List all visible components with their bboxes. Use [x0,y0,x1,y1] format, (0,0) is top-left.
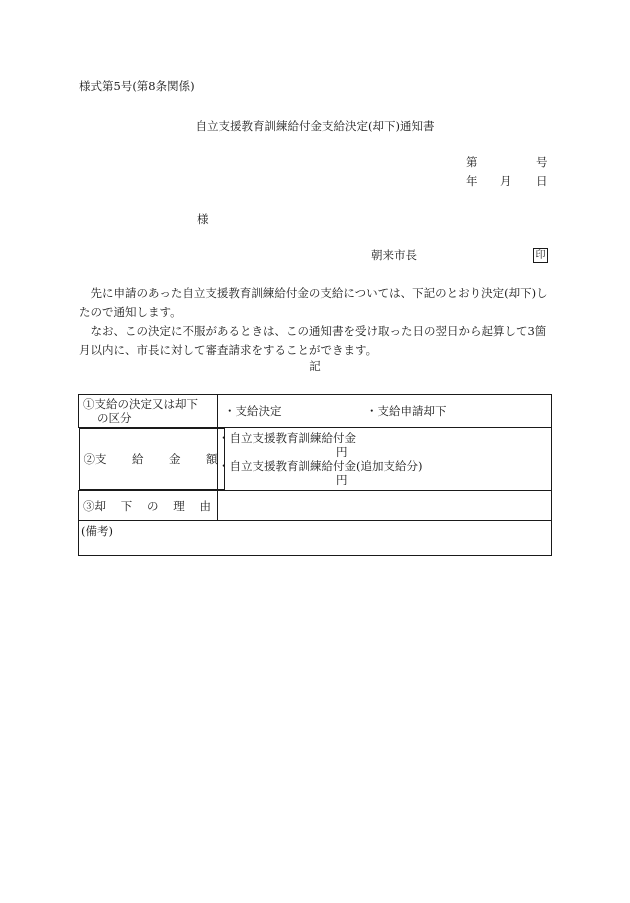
option-approve[interactable]: ・支給決定 [224,404,282,418]
amount-item-additional-yen: 円 [336,473,348,487]
ki-heading: 記 [309,359,321,373]
table-row-amount [79,428,552,491]
amount-label-char: 金 [169,452,181,466]
rejection-reason-label-char: 理 [173,498,185,513]
issuer-name: 朝来市長 [371,248,417,262]
decision-type-label-line2: の区分 [97,411,132,425]
amount-label-char: ②支 [83,452,107,466]
document-number-prefix: 第 [466,155,478,169]
rejection-reason-value[interactable] [218,491,552,521]
amount-item-additional: ・自立支援教育訓練給付金(追加支給分) [218,459,423,473]
amount-label-char: 額 [206,452,218,466]
form-number-label: 様式第5号(第8条関係) [79,79,195,93]
amount-item-base-yen: 円 [336,445,348,459]
addressee-honorific: 様 [197,212,209,226]
rejection-reason-label-char: 下 [120,498,133,513]
amount-values [218,428,552,491]
date-year-label: 年 [466,174,478,188]
decision-type-label-line1: ①支給の決定又は却下 [83,397,198,411]
decision-table [78,394,552,556]
body-paragraph-appeal: なお、この決定に不服があるときは、この通知書を受け取った日の翌日から起算して3箇月以内に、市長に対して審査請求をすることができます。 [79,324,547,357]
rejection-reason-label [79,491,218,521]
rejection-reason-label-char: ③却 [83,498,106,513]
document-number-suffix: 号 [536,155,548,169]
body-paragraph-notice: 先に申請のあった自立支援教育訓練給付金の支給については、下記のとおり決定(却下)したので通知します。 [79,286,548,319]
date-day-label: 日 [536,174,548,188]
remarks-label: (備考) [81,524,113,538]
decision-type-options [218,395,552,428]
amount-label-char: 給 [132,452,144,466]
decision-type-label [79,395,218,428]
table-row-decision-type [79,395,552,428]
document-title: 自立支援教育訓練給付金支給決定(却下)通知書 [195,119,435,133]
table-row-rejection-reason [79,491,552,521]
option-reject[interactable]: ・支給申請却下 [366,404,447,418]
seal-stamp: 印 [533,248,548,263]
amount-item-base: ・自立支援教育訓練給付金 [218,431,356,445]
remarks-cell[interactable] [79,521,552,556]
table-row-remarks [79,521,552,556]
amount-label [79,428,225,490]
date-month-label: 月 [500,174,512,188]
rejection-reason-label-char: 由 [199,498,211,513]
rejection-reason-label-char: の [147,498,159,513]
